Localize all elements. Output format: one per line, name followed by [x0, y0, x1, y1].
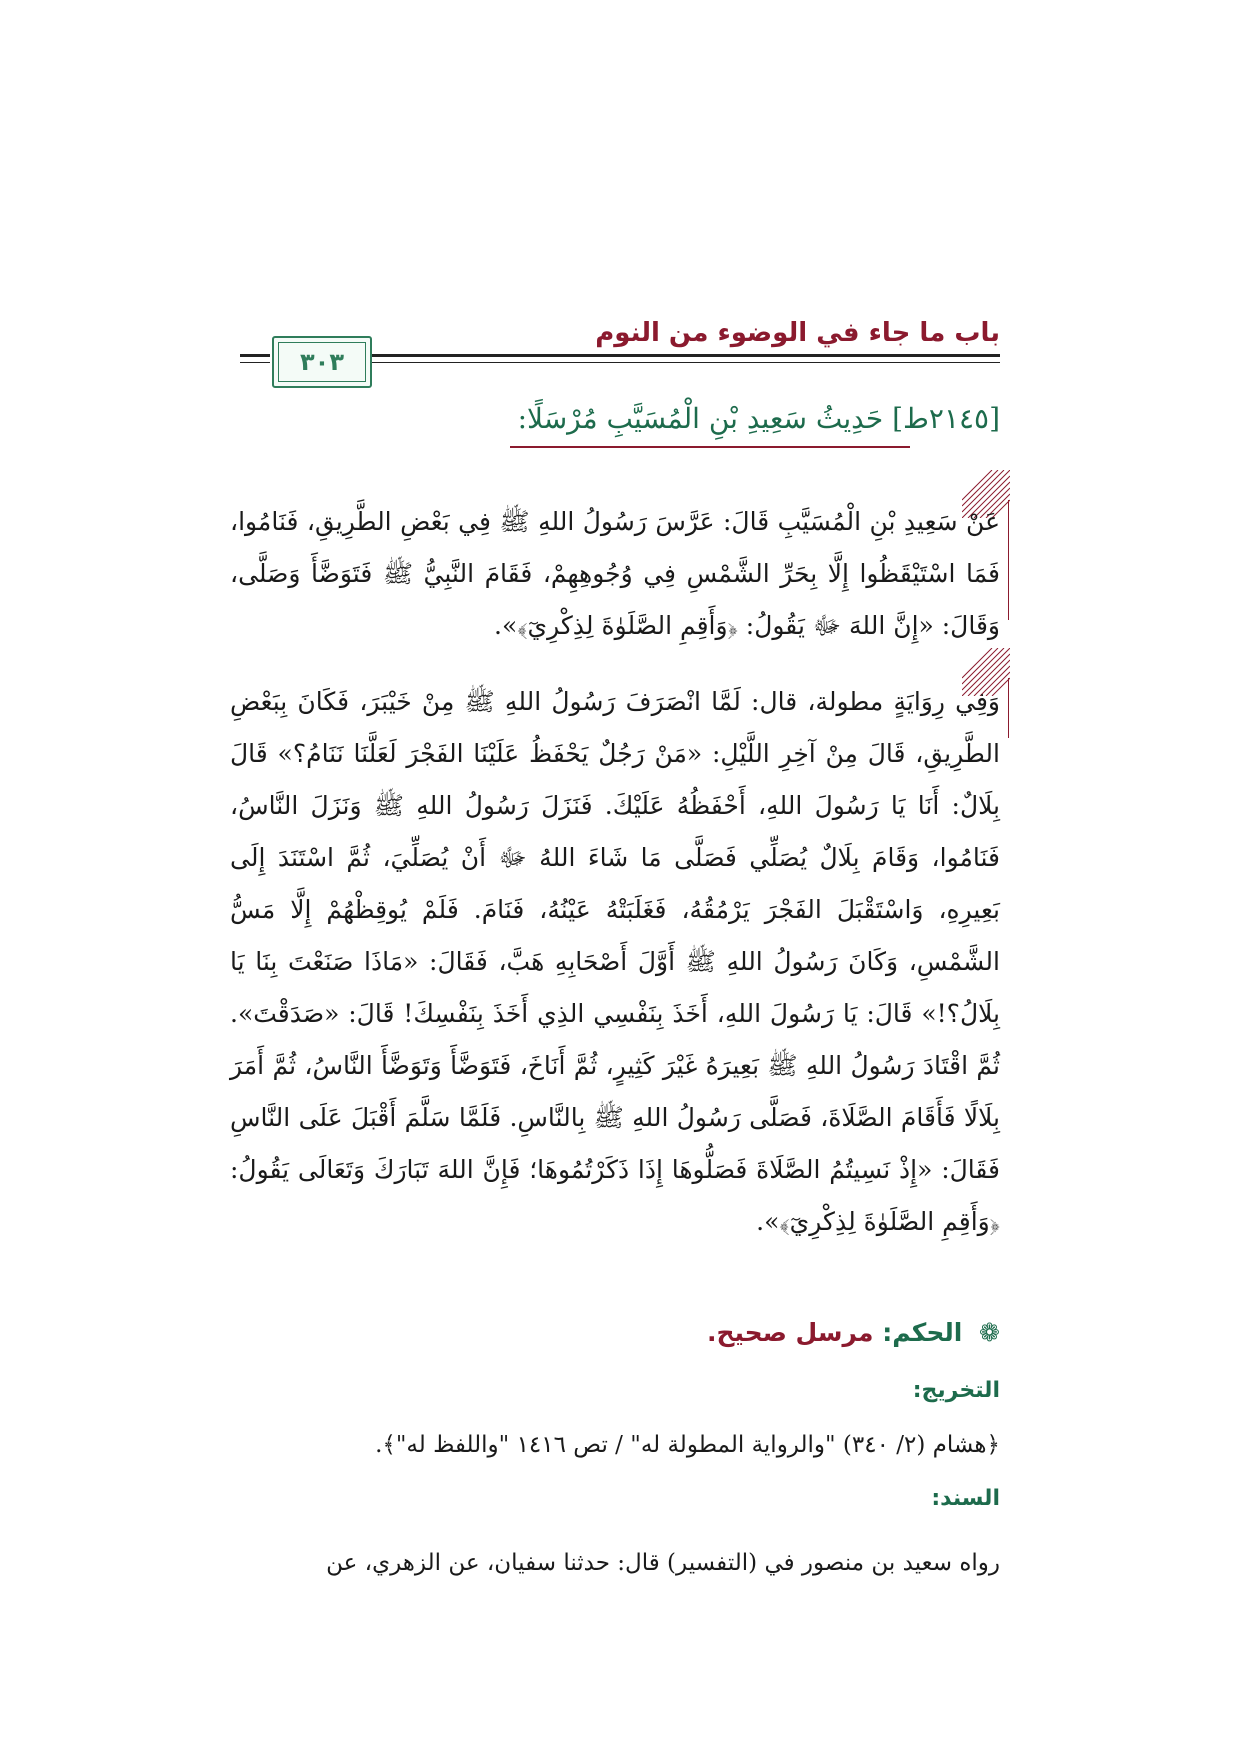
page-number-frame	[272, 336, 372, 388]
ruling-label: الحكم:	[882, 1318, 963, 1347]
header-rule-right	[370, 354, 1000, 357]
header-rule-left	[240, 354, 270, 357]
ruling-line	[707, 1318, 1000, 1347]
ruling-value: مرسل صحيح.	[706, 1318, 874, 1347]
para1-side-rule	[1008, 500, 1009, 620]
sanad-text: رواه سعيد بن منصور في (التفسير) قال: حدثنا سفيان، عن الزهري، عن	[326, 1550, 1000, 1576]
takhrij-label: التخريج:	[912, 1378, 1000, 1403]
header-rule-left-thin	[240, 362, 270, 363]
sanad-label: السند:	[931, 1486, 1000, 1511]
chapter-title: باب ما جاء في الوضوء من النوم	[595, 318, 1000, 348]
takhrij-text: ﴿هشام (٢/ ٣٤٠) "والرواية المطولة له" / تص ١٤١٦ "واللفظ له"﴾.	[375, 1432, 1000, 1458]
heading-underline	[510, 446, 910, 448]
hadith-paragraph-1: عَنْ سَعِيدِ بْنِ الْمُسَيَّبِ قَالَ: عَرَّسَ رَسُولُ اللهِ ﷺ فِي بَعْضِ الطَّرِيقِ، فَنَامُوا، فَمَا اسْتَيْقَظُوا إِلَّا بِحَرِّ الشَّمْسِ فِي وُجُوهِهِمْ، فَقَامَ النَّبِيُّ ﷺ فَتَوَضَّأَ وَصَلَّى، وَقَالَ: «إِنَّ اللهَ ﷻ يَقُولُ: ﴿وَأَقِمِ الصَّلَوٰةَ لِذِكْرِيٓ﴾».	[230, 507, 1000, 640]
hadith-title: حَدِيثُ سَعِيدِ بْنِ الْمُسَيَّبِ مُرْسَلًا:	[517, 402, 884, 435]
hadith-paragraph-2: وَفِي رِوَايَةٍ مطولة، قال: لَمَّا انْصَرَفَ رَسُولُ اللهِ ﷺ مِنْ خَيْبَرَ، فَكَانَ بِبَعْضِ الطَّرِيقِ، قَالَ مِنْ آخِرِ اللَّيْلِ: «مَنْ رَجُلٌ يَحْفَظُ عَلَيْنَا الفَجْرَ لَعَلَّنَا نَنَامُ؟» قَالَ بِلَالٌ: أَنَا يَا رَسُولَ اللهِ، أَحْفَظُهُ عَلَيْكَ. فَنَزَلَ رَسُولُ اللهِ ﷺ وَنَزَلَ النَّاسُ، فَنَامُوا، وَقَامَ بِلَالٌ يُصَلِّي فَصَلَّى مَا شَاءَ اللهُ ﷻ أَنْ يُصَلِّيَ، ثُمَّ اسْتَنَدَ إِلَى بَعِيرِهِ، وَاسْتَقْبَلَ الفَجْرَ يَرْمُقُهُ، فَغَلَبَتْهُ عَيْنُهُ، فَنَامَ. فَلَمْ يُوقِظْهُمْ إِلَّا مَسُّ الشَّمْسِ، وَكَانَ رَسُولُ اللهِ ﷺ أَوَّلَ أَصْحَابِهِ هَبَّ، فَقَالَ: «مَاذَا صَنَعْتَ بِنَا يَا بِلَالُ؟!» قَالَ: يَا رَسُولَ اللهِ، أَخَذَ بِنَفْسِي الذِي أَخَذَ بِنَفْسِكَ! قَالَ: «صَدَقْتَ». ثُمَّ اقْتَادَ رَسُولُ اللهِ ﷺ بَعِيرَهُ غَيْرَ كَثِيرٍ، ثُمَّ أَنَاخَ، فَتَوَضَّأَ وَتَوَضَّأَ النَّاسُ، ثُمَّ أَمَرَ بِلَالًا فَأَقَامَ الصَّلَاةَ، فَصَلَّى رَسُولُ اللهِ ﷺ بِالنَّاسِ. فَلَمَّا سَلَّمَ أَقْبَلَ عَلَى النَّاسِ فَقَالَ: «إِذْ نَسِيتُمُ الصَّلَاةَ فَصَلُّوهَا إِذَا ذَكَرْتُمُوهَا؛ فَإِنَّ اللهَ تَبَارَكَ وَتَعَالَى يَقُولُ: ﴿وَأَقِمِ الصَّلَوٰةَ لِذِكْرِيٓ﴾».	[230, 687, 1000, 1236]
para2-side-rule	[1008, 678, 1009, 738]
flower-icon: ❁	[979, 1318, 1000, 1347]
header-rule-right-thin	[370, 362, 1000, 363]
hadith-heading	[518, 402, 1000, 435]
hadith-code: [٢١٤٥ط]	[892, 402, 1000, 435]
page-number: ٣٠٣	[300, 348, 344, 376]
